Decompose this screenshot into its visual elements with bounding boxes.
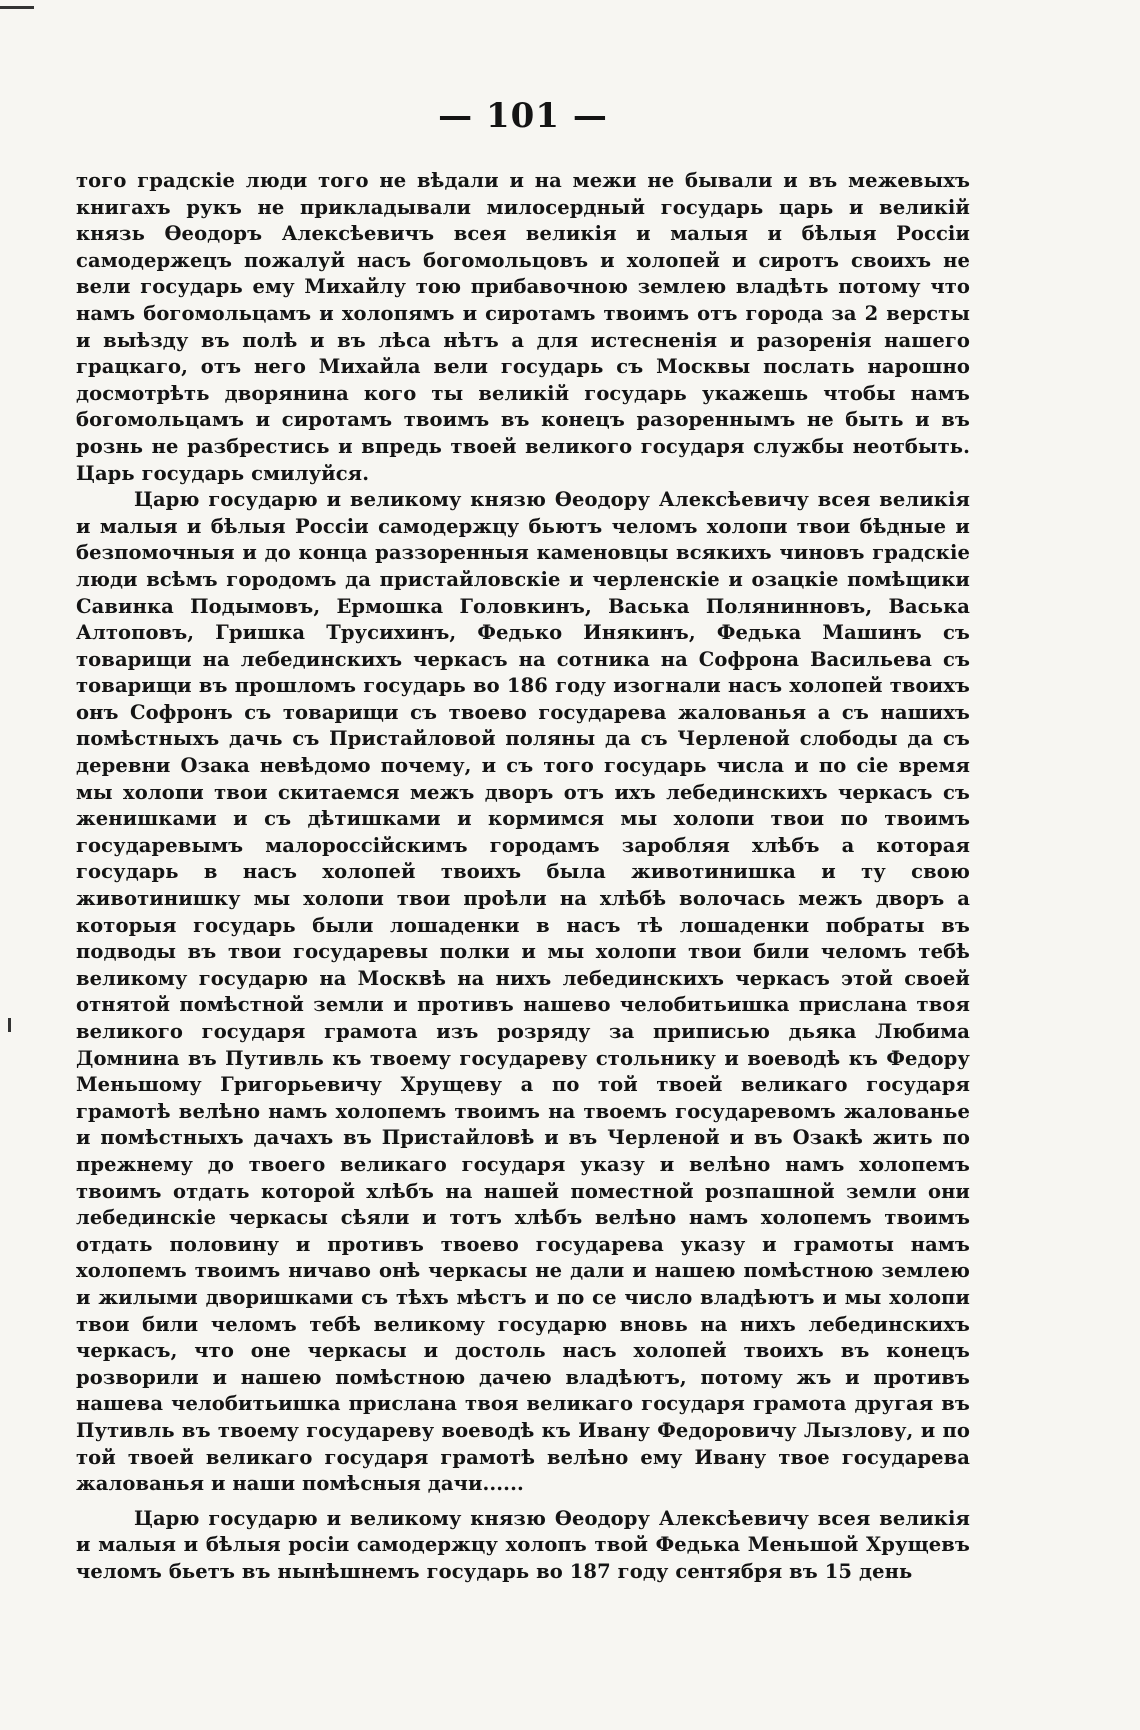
paragraph-gap (76, 1498, 970, 1506)
page-number: — 101 — (438, 96, 608, 136)
paragraph-1: того градскіе люди того не вѣдали и на межи не бывали и въ межевыхъ книгахъ рукъ не прикладывали милосердный государь царь и великій князь Өеодоръ Алексѣевичъ всея великія и малыя и бѣлыя Россіи самодержецъ пожалуй насъ богомольцовъ и холопей и сиротъ своихъ не вели государь ему Михайлу тою прибавочною землею владѣть потому что намъ богомольцамъ и холопямъ и сиротамъ твоимъ отъ города за 2 версты и выѣзду въ полѣ и въ лѣса нѣтъ а для истесненія и разоренія нашего грацкаго, отъ него Михайла вели государь съ Москвы послать нарошно досмотрѣть дворянина кого ты великій государь укажешь чтобы намъ богомольцамъ и сиротамъ твоимъ въ конецъ разореннымъ не быть и въ рознь не разбрестись и впредь твоей великого государя службы неотбыть. Царь государь смилуйся. (76, 169, 970, 485)
paragraph-2: Царю государю и великому князю Өеодору Алексѣевичу всея великія и малыя и бѣлыя Россіи самодержцу бьютъ челомъ холопи твои бѣдные и безпомочныя и до конца раззоренныя каменовцы всякихъ чиновъ градскіе люди всѣмъ городомъ да пристайловскіе и черленскіе и озацкіе помѣщики Савинка Подымовъ, Ермошка Головкинъ, Васька Полянинновъ, Васька Алтоповъ, Гришка Трусихинъ, Федько Инякинъ, Федька Машинъ съ товарищи на лебединскихъ черкасъ на сотника на Софрона Васильева съ товарищи въ прошломъ государь во 186 году изогнали насъ холопей твоихъ онъ Софронъ съ товарищи съ твоево государева жалованья а съ нашихъ помѣстныхъ дачь съ Пристайловой поляны да съ Черленой слободы да съ деревни Озака невѣдомо почему, и съ того государь числа и по сіе время мы холопи твои скитаемся межъ дворъ отъ ихъ лебединскихъ черкасъ съ женишками и съ дѣтишками и кормимся мы холопи твои по твоимъ государевымъ малороссійскимъ городамъ заробляя хлѣбъ а которая государь в насъ холопей твоихъ была животинишка и ту свою животинишку мы холопи твои проѣли на хлѣбѣ волочась межъ дворъ а которыя государь были лошаденки в насъ тѣ лошаденки побраты въ подводы въ твои государевы полки и мы холопи твои били челомъ тебѣ великому государю на Москвѣ на нихъ лебединскихъ черкасъ этой своей отнятой помѣстной земли и противъ нашево челобитьишка прислана твоя великого государя грамота изъ розряду за приписью дьяка Любима Домнина въ Путивль къ твоему государеву стольнику и воеводѣ къ Федору Меньшому Григорьевичу Хрущеву а по той твоей великаго государя грамотѣ велѣно намъ холопемъ твоимъ на твоемъ государевомъ жалованье и помѣстныхъ дачахъ въ Пристайловѣ и въ Черленой и въ Озакѣ жить по прежнему до твоего великаго государя указу и велѣно намъ холопемъ твоимъ отдать которой хлѣбъ на нашей поместной розпашной земли они лебединскіе черкасы сѣяли и тотъ хлѣбъ велѣно намъ холопемъ твоимъ отдать половину и противъ твоево государева указу и грамоты намъ холопемъ твоимъ ничаво онѣ черкасы не дали и нашею помѣстною землею и жилыми дворишками съ тѣхъ мѣстъ и по се число владѣютъ и мы холопи твои били челомъ тебѣ великому государю вновь на нихъ лебединскихъ черкасъ, что оне черкасы и достоль насъ холопей твоихъ въ конецъ розворили и нашею помѣстною дачею владѣютъ, потому жъ и противъ нашева челобитьишка прислана твоя великаго государя грамота другая въ Путивль въ твоему государеву воеводѣ къ Ивану Федоровичу Лызлову, и по той твоей великаго государя грамотѣ велѣно ему Ивану твое государева жалованья и наши помѣсныя дачи...... (76, 488, 970, 1496)
scan-artifact-top (0, 6, 34, 9)
document-page (76, 96, 970, 1585)
scan-artifact-left (8, 1018, 11, 1032)
paragraph-3: Царю государю и великому князю Өеодору Алексѣевичу всея великія и малыя и бѣлыя росіи самодержцу холопъ твой Федька Меньшой Хрущевъ челомъ бьетъ въ нынѣшнемъ государь во 187 году сентября въ 15 день (76, 1506, 970, 1583)
